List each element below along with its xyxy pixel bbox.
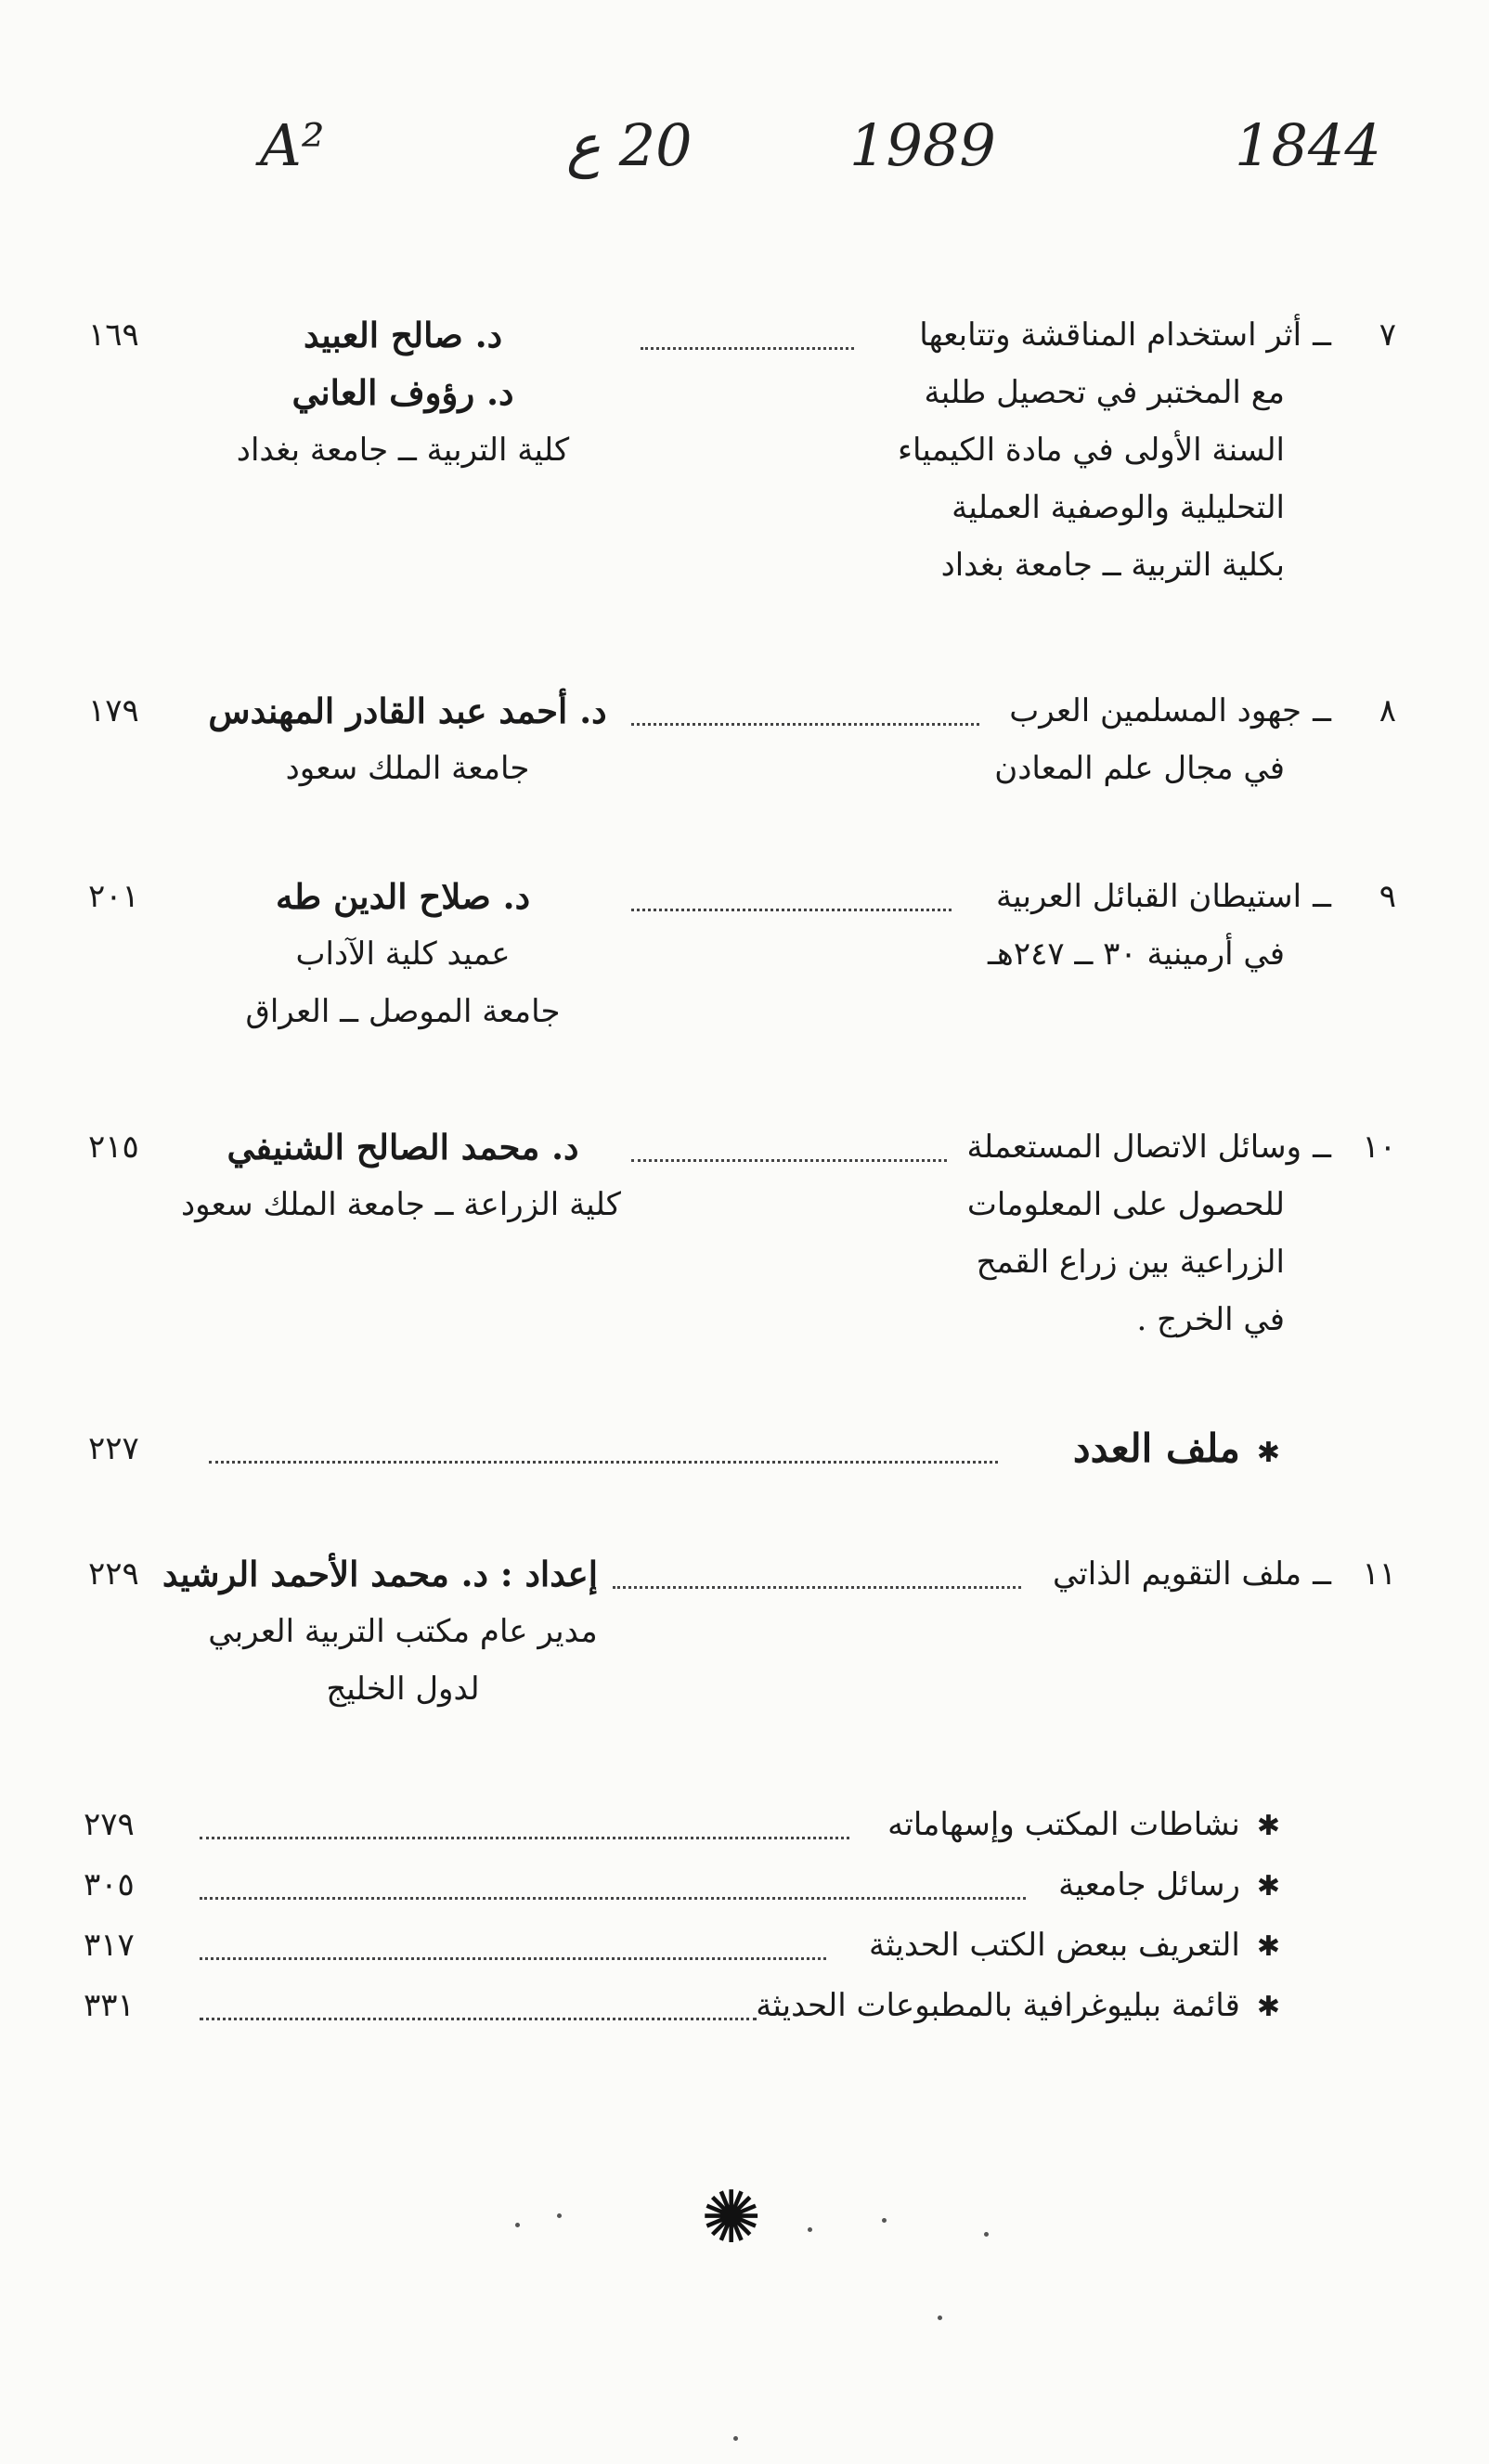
author-name: د. صالح العبيد bbox=[303, 315, 503, 355]
dot-leader bbox=[641, 347, 854, 350]
entry-author bbox=[162, 1545, 598, 1718]
page-number: ٢٢٩ bbox=[88, 1555, 139, 1593]
entry-title: ٩ــاستيطان القبائل العربية في أرمينية ٣٠ ــ ٢٤٧هـ bbox=[561, 868, 1396, 983]
scan-speck bbox=[882, 2218, 887, 2223]
entry-author bbox=[185, 306, 621, 479]
page-number: ٣٣١ bbox=[84, 1987, 135, 2024]
dot-leader bbox=[200, 1957, 826, 1960]
title-line: التحليلية والوصفية العملية bbox=[952, 489, 1285, 526]
entry-author bbox=[185, 868, 621, 1040]
page-number: ٢٠١ bbox=[88, 878, 139, 915]
handwritten-number: 1844 bbox=[1235, 111, 1381, 179]
page-number: ٢٢٧ bbox=[88, 1430, 139, 1467]
title-line: وسائل الاتصال المستعملة bbox=[966, 1129, 1302, 1166]
star-icon: ✱ bbox=[1256, 1991, 1280, 2023]
title-line: في أرمينية ٣٠ ــ ٢٤٧هـ bbox=[987, 935, 1285, 973]
title-line: في مجال علم المعادن bbox=[994, 750, 1285, 787]
dot-leader bbox=[200, 1897, 1026, 1900]
dot-leader bbox=[200, 1837, 849, 1839]
page-number: ٢٧٩ bbox=[84, 1806, 135, 1843]
section-title: ملف العدد bbox=[1072, 1426, 1240, 1471]
handwritten-mark-a: A² bbox=[260, 111, 325, 179]
title-line: السنة الأولى في مادة الكيمياء bbox=[897, 432, 1285, 469]
scan-speck bbox=[808, 2227, 812, 2232]
title-line: الزراعية بين زراع القمح bbox=[976, 1244, 1285, 1281]
entry-number: ٨ bbox=[1379, 692, 1396, 729]
entry-title: ٨ــجهود المسلمين العرب في مجال علم المعادن bbox=[561, 682, 1396, 797]
entry-number: ٩ bbox=[1379, 878, 1396, 915]
page-number: ١٦٩ bbox=[88, 316, 139, 354]
author-affiliation: مدير عام مكتب التربية العربي bbox=[208, 1613, 598, 1650]
star-icon: ✱ bbox=[1256, 1810, 1280, 1842]
author-name: د. رؤوف العاني bbox=[291, 372, 514, 413]
author-affiliation: عميد كلية الآداب bbox=[295, 935, 511, 973]
author-affiliation: لدول الخليج bbox=[326, 1671, 480, 1708]
title-line: أثر استخدام المناقشة وتتابعها bbox=[919, 316, 1302, 354]
entry-title: ١١ــملف التقويم الذاتي bbox=[561, 1545, 1396, 1603]
star-icon: ✱ bbox=[1256, 1930, 1280, 1963]
scan-speck bbox=[733, 2436, 738, 2441]
ornament-icon: ✺ bbox=[701, 2176, 762, 2260]
author-name: د. محمد الصالح الشنيفي bbox=[227, 1127, 579, 1167]
misc-title: التعريف ببعض الكتب الحديثة bbox=[868, 1927, 1240, 1964]
scan-speck bbox=[557, 2213, 562, 2218]
author-affiliation: كلية الزراعة ــ جامعة الملك سعود bbox=[180, 1186, 621, 1223]
title-line: ملف التقويم الذاتي bbox=[1052, 1555, 1302, 1593]
title-line: استيطان القبائل العربية bbox=[996, 878, 1302, 915]
dot-leader bbox=[209, 1461, 998, 1464]
dot-leader bbox=[613, 1586, 1021, 1589]
dot-leader bbox=[631, 1159, 947, 1162]
page-number: ١٧٩ bbox=[88, 692, 139, 729]
title-line: للحصول على المعلومات bbox=[966, 1186, 1285, 1223]
entry-number: ١١ bbox=[1362, 1555, 1396, 1593]
entry-author bbox=[180, 1118, 621, 1233]
author-name: د. صلاح الدين طه bbox=[275, 876, 531, 917]
title-line: بكلية التربية ــ جامعة بغداد bbox=[940, 547, 1285, 584]
entry-title: ٧ــأثر استخدام المناقشة وتتابعها مع المختبر في تحصيل طلبة السنة الأولى في مادة الكيمياء التحليلية والوصفية العملية بكلية التربية ــ جامعة بغداد bbox=[561, 306, 1396, 594]
author-name: د. أحمد عبد القادر المهندس bbox=[208, 690, 607, 731]
author-affiliation: كلية التربية ــ جامعة بغداد bbox=[236, 432, 570, 469]
entry-number: ١٠ bbox=[1362, 1129, 1396, 1166]
title-line: جهود المسلمين العرب bbox=[1009, 692, 1302, 729]
title-line: في الخرج . bbox=[1136, 1301, 1285, 1338]
entry-number: ٧ bbox=[1379, 316, 1396, 354]
dot-leader bbox=[631, 909, 952, 911]
page-number: ٣٠٥ bbox=[84, 1866, 135, 1903]
handwritten-mark-b: 20 ع bbox=[566, 111, 693, 179]
author-affiliation: جامعة الملك سعود bbox=[285, 750, 530, 787]
page-number: ٢١٥ bbox=[88, 1129, 139, 1166]
misc-title: قائمة ببليوغرافية بالمطبوعات الحديثة bbox=[756, 1987, 1240, 2024]
misc-title: نشاطات المكتب وإسهاماته bbox=[887, 1806, 1240, 1843]
author-affiliation: جامعة الموصل ــ العراق bbox=[245, 993, 561, 1030]
author-name: إعداد : د. محمد الأحمد الرشيد bbox=[162, 1554, 598, 1594]
handwritten-year: 1989 bbox=[849, 111, 996, 179]
scan-speck bbox=[515, 2223, 520, 2227]
entry-author bbox=[189, 682, 626, 797]
misc-title: رسائل جامعية bbox=[1058, 1866, 1240, 1903]
entry-title: ١٠ــوسائل الاتصال المستعملة للحصول على المعلومات الزراعية بين زراع القمح في الخرج . bbox=[561, 1118, 1396, 1348]
dot-leader bbox=[200, 2018, 757, 2020]
star-icon: ✱ bbox=[1256, 1870, 1280, 1903]
title-line: مع المختبر في تحصيل طلبة bbox=[924, 374, 1285, 411]
page-number: ٣١٧ bbox=[84, 1927, 135, 1964]
star-icon: ✱ bbox=[1256, 1437, 1280, 1469]
scan-speck bbox=[938, 2316, 942, 2320]
scan-speck bbox=[984, 2232, 989, 2237]
dot-leader bbox=[631, 723, 979, 726]
